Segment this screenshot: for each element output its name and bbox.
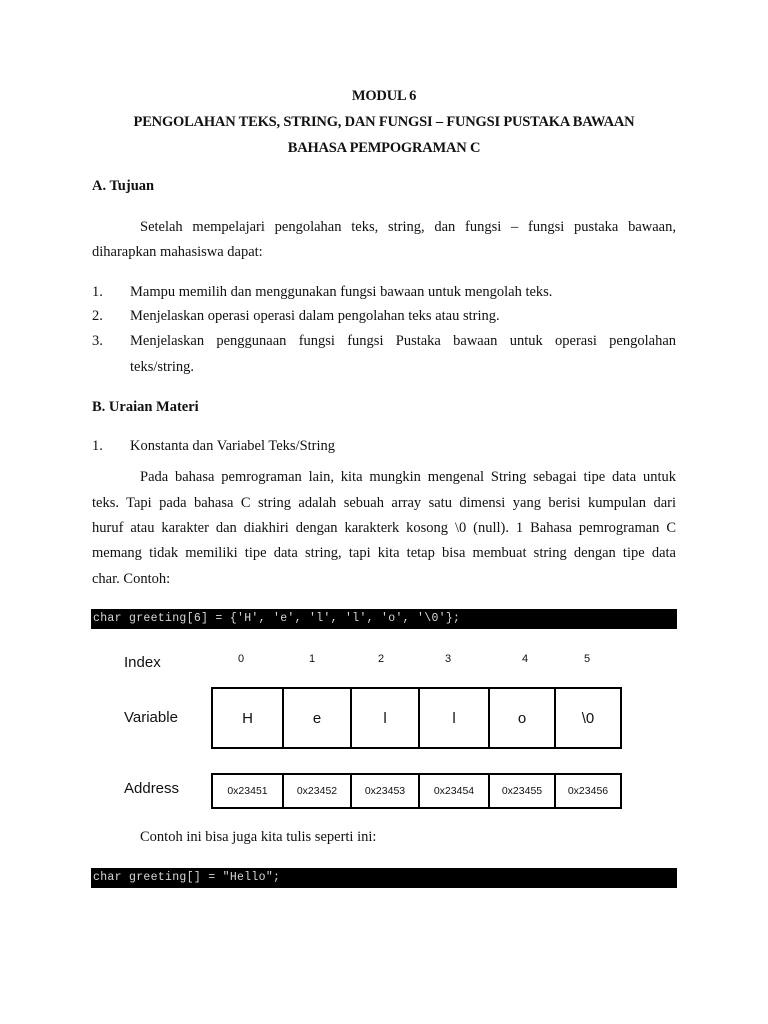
code-block: char greeting[] = "Hello"; <box>91 868 677 888</box>
section-a-intro-line2: diharapkan mahasiswa dapat: <box>92 244 263 260</box>
list-item-text: Menjelaskan operasi operasi dalam pengolahan teks atau string. <box>130 308 500 324</box>
list-item-text: Mampu memilih dan menggunakan fungsi bawaan untuk mengolah teks. <box>130 284 553 300</box>
module-subtitle: BAHASA PEMPOGRAMAN C <box>287 140 481 156</box>
index-label: 0 <box>237 653 245 665</box>
address-cell: 0x23456 <box>554 773 622 809</box>
address-cell: 0x23455 <box>488 773 556 809</box>
paragraph-line: Pada bahasa pemrograman lain, kita mungkin mengenal String sebagai tipe data untuk <box>140 469 676 485</box>
paragraph-line: teks. Tapi pada bahasa C string adalah sebuah array satu dimensi yang berisi kumpulan dari <box>92 495 676 511</box>
variable-cell: \0 <box>554 687 622 749</box>
section-a-intro-line1: Setelah mempelajari pengolahan teks, string, dan fungsi – fungsi pustaka bawaan, <box>140 219 676 235</box>
list-item-number: 1. <box>92 284 103 300</box>
list-item-number: 2. <box>92 308 103 324</box>
address-row-label: Address <box>124 780 180 797</box>
list-item-text-continued: teks/string. <box>130 359 195 375</box>
subsection-number: 1. <box>92 438 103 454</box>
index-label: 5 <box>583 653 591 665</box>
index-label: 4 <box>521 653 529 665</box>
address-cell: 0x23454 <box>418 773 490 809</box>
index-label: 3 <box>444 653 452 665</box>
index-row-label: Index <box>124 654 161 671</box>
paragraph-line: memang tidak memiliki tipe data string, tapi kita tetap bisa membuat string dengan tipe data <box>92 545 676 561</box>
variable-row-label: Variable <box>124 709 178 726</box>
address-cell: 0x23452 <box>282 773 352 809</box>
module-title: PENGOLAHAN TEKS, STRING, DAN FUNGSI – FUNGSI PUSTAKA BAWAAN <box>133 114 635 130</box>
subsection-title: Konstanta dan Variabel Teks/String <box>130 438 336 454</box>
variable-cell: l <box>418 687 490 749</box>
paragraph-line: huruf atau karakter dan diakhiri dengan karakterk kosong \0 (null). 1 Bahasa pemrograman C <box>92 520 676 536</box>
index-label: 1 <box>308 653 316 665</box>
example-text: Contoh ini bisa juga kita tulis seperti ini: <box>140 829 377 845</box>
variable-cell: l <box>350 687 420 749</box>
variable-cell: o <box>488 687 556 749</box>
index-label: 2 <box>377 653 385 665</box>
variable-cell: H <box>211 687 284 749</box>
list-item-number: 3. <box>92 333 103 349</box>
list-item-text: Menjelaskan penggunaan fungsi fungsi Pustaka bawaan untuk operasi pengolahan <box>130 333 676 349</box>
variable-cell: e <box>282 687 352 749</box>
section-a-heading: A. Tujuan <box>92 178 155 194</box>
address-cell: 0x23453 <box>350 773 420 809</box>
address-cell: 0x23451 <box>211 773 284 809</box>
paragraph-line: char. Contoh: <box>92 571 171 587</box>
code-block: char greeting[6] = {'H', 'e', 'l', 'l', 'o', '\0'}; <box>91 609 677 629</box>
section-b-heading: B. Uraian Materi <box>92 399 199 415</box>
module-number: MODUL 6 <box>351 88 417 104</box>
